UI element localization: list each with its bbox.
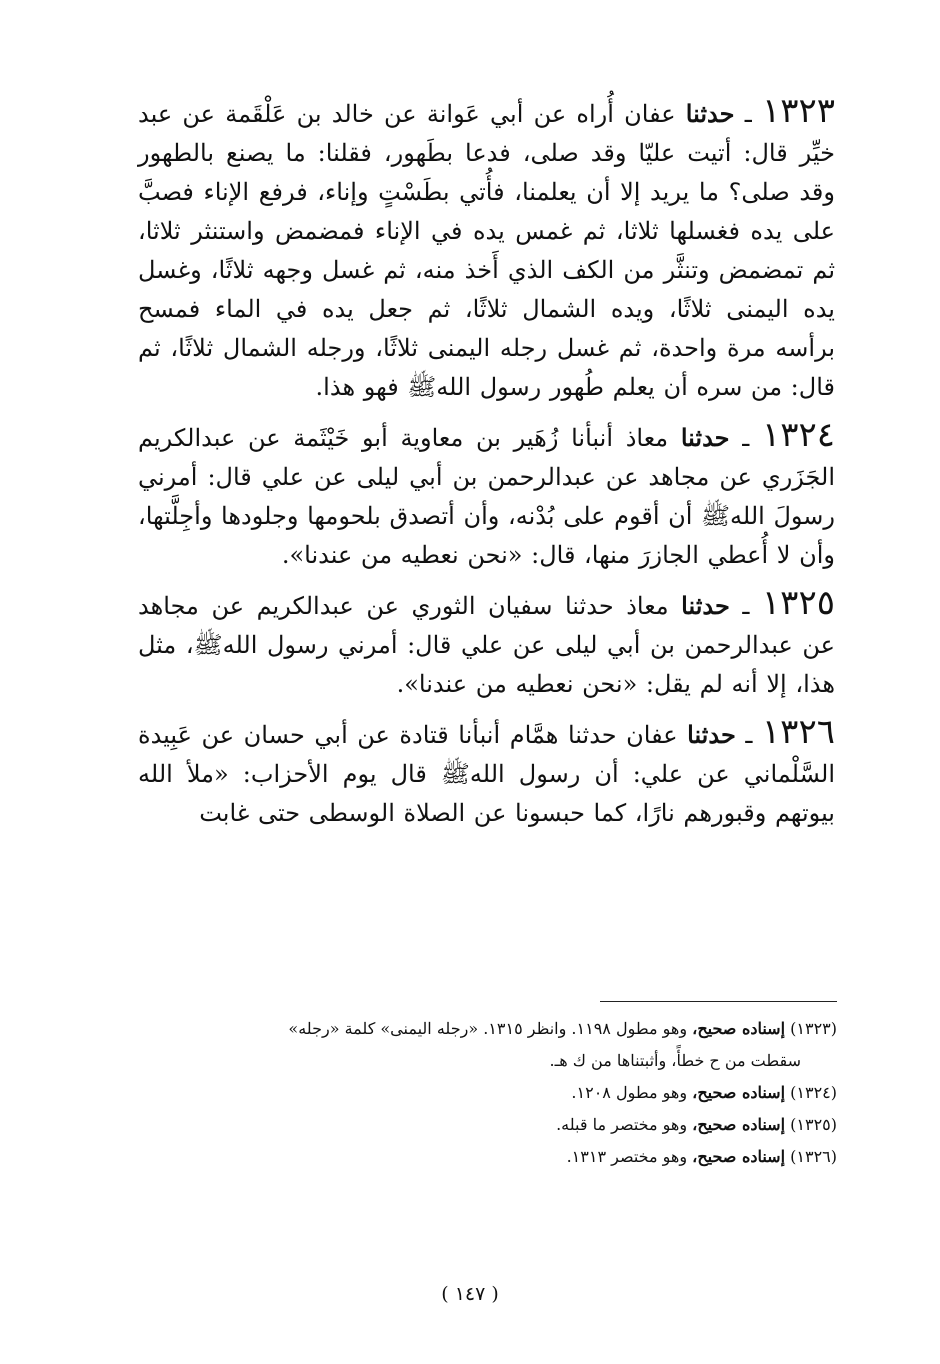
separator-dash: ـ [745, 721, 753, 749]
hadith-text: معاذ حدثنا سفيان الثوري عن عبدالكريم عن مجاهد عن عبدالرحمن بن أبي ليلى عن علي قال: أمرني رسول اللهﷺ، مثل هذا، إلا أنه لم يقل: «نحن نعطيه من عندنا». [138, 592, 835, 698]
hadith-keyword: حدثنا [687, 720, 736, 749]
footnote-text: سقطت من ح خطأً، وأثبتناها من ك هـ. [549, 1051, 801, 1070]
hadith-1324 [138, 416, 835, 575]
footnote-1325 [138, 1110, 837, 1140]
hadith-keyword: حدثنا [685, 99, 735, 128]
footnote-text: وهو مختصر ما قبله. [556, 1115, 688, 1134]
footnote-1323 [138, 1014, 837, 1044]
footnote-keyword: إسناده صحيح، [692, 1147, 786, 1166]
footnote-text: وهو مطول ١١٩٨. وانظر ١٣١٥. «رجله اليمنى» كلمة «رجله» [288, 1019, 688, 1038]
hadith-keyword: حدثنا [680, 423, 730, 452]
footnote-keyword: إسناده صحيح، [692, 1083, 786, 1102]
hadith-1323 [138, 92, 835, 407]
hadith-keyword: حدثنا [681, 591, 730, 620]
hadith-text: معاذ أنبأنا زُهَير بن معاوية أبو خَيْثَمة عن عبدالكريم الجَزَري عن مجاهد عن عبدالرحمن بن أبي ليلى عن علي قال: أمرني رسولَ اللهﷺ أن أقوم على بُدْنه، وأن أتصدق بلحومها وجلودها وأجِلَّتها، وأن لا أُعطي الجازرَ منها، قال: «نحن نعطيه من عندنا». [138, 424, 835, 569]
hadith-text: عفان حدثنا همَّام أنبأنا قتادة عن أبي حسان عن عَبِيدة السَّلْماني عن علي: أن رسول اللهﷺ قال يوم الأحزاب: «ملأ الله بيوتهم وقبورهم نارًا، كما حبسونا عن الصلاة الوسطى حتى غابت [138, 721, 835, 827]
separator-dash: ـ [744, 100, 752, 128]
hadith-text: عفان أُراه عن أبي عَوانة عن خالد بن عَلْقَمة عن عبد خيِّر قال: أتيت عليّا وقد صلى، فدعا بطَهور، فقلنا: ما يصنع بالطهور وقد صلى؟ ما يريد إلا أن يعلمنا، فأُتي بطَسْتٍ وإناء، فرفع الإناء فصبَّ على يده فغسلها ثلاثا، ثم غمس يده في الإناء فمضمض واستنثر ثلاثا، ثم تمضمض وتنثَّر من الكف الذي أَخذ منه، ثم غسل وجهه ثلاثًا، وغسل يده اليمنى ثلاثًا، ويده الشمال ثلاثًا، ثم جعل يده في الماء فمسح برأسه مرة واحدة، ثم غسل رجله اليمنى ثلاثًا، ورجله الشمال ثلاثًا، ثم قال: من سره أن يعلم طُهور رسول اللهﷺ فهو هذا. [138, 100, 835, 401]
footnote-1323-continued [138, 1046, 837, 1076]
footnote-keyword: إسناده صحيح، [692, 1115, 786, 1134]
footnote-number: (١٣٢٦) [790, 1147, 837, 1166]
hadith-number: ١٣٢٣ [761, 91, 835, 131]
hadith-number: ١٣٢٦ [761, 712, 835, 752]
footnote-number: (١٣٢٤) [790, 1083, 837, 1102]
footnote-text: وهو مختصر ١٣١٣. [566, 1147, 688, 1166]
hadith-number: ١٣٢٤ [761, 415, 835, 455]
footnote-number: (١٣٢٣) [790, 1019, 837, 1038]
separator-dash: ـ [742, 592, 750, 620]
hadith-number: ١٣٢٥ [761, 583, 835, 623]
footnote-keyword: إسناده صحيح، [692, 1019, 786, 1038]
separator-dash: ـ [742, 424, 750, 452]
footnote-text: وهو مطول ١٢٠٨. [571, 1083, 688, 1102]
page-number: ( ١٤٧ ) [441, 1283, 499, 1305]
footnotes [138, 1014, 837, 1174]
hadith-1325 [138, 584, 835, 704]
footnote-number: (١٣٢٥) [790, 1115, 837, 1134]
footnote-1324 [138, 1078, 837, 1108]
main-text [138, 92, 835, 842]
footnote-1326 [138, 1142, 837, 1172]
footnote-divider [600, 1001, 837, 1002]
hadith-1326 [138, 713, 835, 833]
